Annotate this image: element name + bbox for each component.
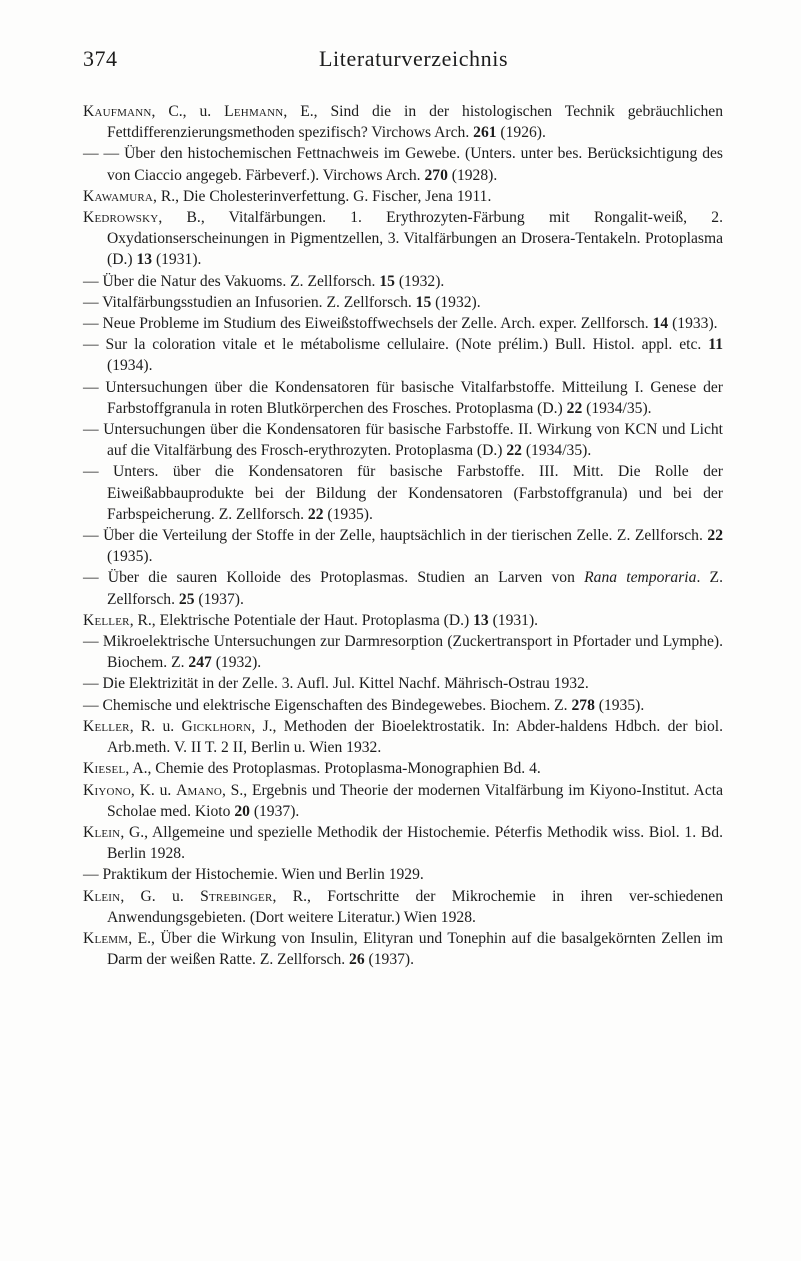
- entry-author: Kaufmann: [83, 103, 152, 120]
- entry-volume: 15: [379, 272, 395, 290]
- bibliography-entry: [83, 631, 723, 673]
- entry-volume: 15: [415, 293, 432, 311]
- bibliography-entry: [83, 377, 723, 419]
- bibliography-entry: [83, 271, 723, 292]
- entry-coauthor: Gicklhorn: [181, 717, 252, 735]
- entry-species-name: Rana temporaria: [584, 569, 697, 587]
- entry-volume: 22: [307, 505, 324, 523]
- entry-text: — Chemische und elektrische Eigenschaften des Bindegewebes. Biochem. Z.: [83, 696, 572, 714]
- bibliography-entry: [83, 207, 723, 271]
- entry-author: Klein: [83, 887, 121, 905]
- entry-text: — Untersuchungen über die Kondensatoren für basische Farbstoffe. II. Wirkung von KCN und Licht auf die Vitalfärbung des Frosch-erythrozyten. Protoplasma (D.): [83, 421, 723, 460]
- bibliography-entry: [83, 143, 723, 185]
- entry-text: — Über die Natur des Vakuoms. Z. Zellforsch.: [83, 272, 380, 290]
- entry-year: (1932).: [394, 272, 445, 290]
- bibliography-entry: [83, 695, 723, 716]
- entry-text: , K. u.: [130, 781, 177, 799]
- entry-text: , S., Ergebnis und Theorie der modernen Vitalfärbung im Kiyono-Institut. Acta Scholae med. Kioto: [107, 781, 723, 820]
- page-number: 374: [83, 46, 118, 71]
- entry-text: — Mikroelektrische Untersuchungen zur Darmresorption (Zuckertransport in Pfortader und Lymphe). Biochem. Z.: [83, 633, 723, 672]
- entry-volume: 25: [178, 590, 195, 608]
- entry-volume: 13: [473, 611, 489, 629]
- bibliography-entry: [83, 461, 723, 525]
- entry-year: (1934/35).: [521, 442, 592, 460]
- page-header: [83, 46, 723, 78]
- entry-text: , G. u.: [120, 887, 201, 905]
- entry-text: . Z. Zellforsch.: [107, 569, 723, 608]
- entry-text: — — Über den histochemischen Fettnachweis im Gewebe. (Unters. unter bes. Berücksichtigung des von Ciaccio angegeb. Färbeverf.). Virchows Arch.: [83, 145, 723, 184]
- entry-text: , C., u.: [151, 103, 225, 120]
- entry-text: , A., Chemie des Protoplasmas. Protoplasma-Monographien Bd. 4.: [125, 760, 541, 778]
- entry-text: — Die Elektrizität in der Zelle. 3. Aufl. Jul. Kittel Nachf. Mährisch-Ostrau 1932.: [83, 675, 589, 693]
- entry-year: (1935).: [107, 548, 153, 566]
- entry-year: (1926).: [496, 124, 546, 142]
- entry-year: (1935).: [323, 505, 373, 523]
- entry-author: Klemm: [83, 929, 129, 947]
- entry-author: Kiyono: [83, 781, 131, 799]
- entry-year: (1935).: [594, 696, 645, 714]
- entry-text: — Untersuchungen über die Kondensatoren für basische Vitalfarbstoffe. Mitteilung I. Genese der Farbstoffgranula in roten Blutkörperchen des Frosches. Protoplasma (D.): [83, 378, 723, 417]
- entry-text: — Neue Probleme im Studium des Eiweißstoffwechsels der Zelle. Arch. exper. Zellforsch.: [83, 315, 653, 333]
- bibliography-entry: [83, 716, 723, 758]
- entry-volume: 261: [473, 124, 497, 142]
- entry-volume: 14: [652, 315, 669, 333]
- entry-text: , B., Vitalfärbungen. 1. Erythrozyten-Färbung mit Rongalit-weiß, 2. Oxydationserscheinungen in Pigmentzellen, 3. Vitalfärbungen an Drosera-Tentakeln. Protoplasma (D.): [107, 209, 723, 269]
- entry-coauthor: Lehmann: [224, 103, 284, 120]
- entry-text: , E., Über die Wirkung von Insulin, Elityran und Tonephin auf die basalgekörnten Zellen im Darm der weißen Ratte. Z. Zellforsch.: [107, 929, 723, 969]
- entry-text: — Praktikum der Histochemie. Wien und Berlin 1929.: [83, 866, 424, 884]
- entry-year: (1932).: [431, 293, 481, 311]
- entry-volume: 22: [707, 527, 723, 545]
- entry-year: (1931).: [152, 251, 202, 269]
- bibliography-entry: [83, 292, 723, 313]
- entry-year: (1937).: [249, 802, 300, 820]
- bibliography-entry: [83, 101, 723, 143]
- entry-year: (1934/35).: [582, 399, 652, 417]
- entry-volume: 26: [349, 951, 365, 969]
- entry-text: , E., Sind die in der histologischen Technik gebräuchlichen Fettdifferenzierungsmethoden spezifisch? Virchows Arch.: [107, 103, 723, 142]
- entry-year: (1933).: [668, 315, 718, 333]
- entry-volume: 13: [136, 251, 153, 269]
- entry-year: (1937).: [364, 951, 415, 969]
- bibliography-entry: [83, 610, 723, 631]
- entry-volume: 22: [506, 442, 522, 460]
- entry-volume: 247: [188, 654, 212, 672]
- entry-text: , G., Allgemeine und spezielle Methodik der Histochemie. Péterfis Methodik wiss. Biol. 1. Bd. Berlin 1928.: [107, 823, 723, 863]
- entry-text: , R., Fortschritte der Mikrochemie in ihren ver-schiedenen Anwendungsgebieten. (Dort weitere Literatur.) Wien 1928.: [107, 887, 724, 926]
- entry-text: — Unters. über die Kondensatoren für basische Farbstoffe. III. Mitt. Die Rolle der Eiweißabbauprodukte bei der Bildung der Kondensatoren (Farbstoffgranula) und bei der Farbspeicherung. Z. Zellforsch.: [83, 463, 723, 523]
- bibliography-entry: [83, 673, 723, 694]
- entry-text: , R. u.: [129, 717, 182, 735]
- bibliography-entry: [83, 419, 723, 461]
- entry-text: — Über die sauren Kolloide des Protoplasmas. Studien an Larven von: [83, 569, 585, 587]
- entry-author: Kiesel: [83, 760, 126, 778]
- entry-year: (1928).: [447, 166, 498, 184]
- entry-volume: 278: [571, 696, 595, 714]
- entry-volume: 270: [424, 166, 448, 184]
- bibliography-entry: [83, 780, 723, 822]
- entry-text: , R., Die Cholesterinverfettung. G. Fischer, Jena 1911.: [153, 187, 492, 205]
- entry-text: , J., Methoden der Bioelektrostatik. In: Abder-haldens Hdbch. der biol. Arb.meth. V. II T. 2 II, Berlin u. Wien 1932.: [107, 717, 723, 757]
- entry-text: — Sur la coloration vitale et le métabolisme cellulaire. (Note prélim.) Bull. Histol. appl. etc.: [83, 336, 709, 354]
- entry-year: (1931).: [488, 611, 539, 629]
- bibliography-entry: [83, 186, 723, 207]
- entry-author: Keller: [83, 717, 130, 735]
- entry-coauthor: Strebinger: [200, 887, 273, 905]
- entry-text: — Vitalfärbungsstudien an Infusorien. Z. Zellforsch.: [83, 293, 416, 311]
- bibliography-entry: [83, 864, 723, 885]
- entry-text: — Über die Verteilung der Stoffe in der Zelle, hauptsächlich in der tierischen Zelle. Z. Zellforsch.: [83, 527, 708, 545]
- entry-volume: 20: [234, 802, 250, 820]
- entry-year: (1934).: [107, 357, 153, 375]
- bibliography-entry: [83, 525, 723, 567]
- entry-coauthor: Amano: [176, 781, 222, 799]
- entry-volume: 22: [566, 399, 583, 417]
- entry-volume: 11: [708, 336, 723, 354]
- entry-year: (1937).: [194, 590, 244, 608]
- bibliography-entry: [83, 313, 723, 334]
- entry-author: Kawamura: [83, 187, 154, 205]
- bibliography-entry: [83, 886, 723, 928]
- bibliography-list: [83, 101, 723, 970]
- entry-author: Keller: [83, 611, 130, 629]
- running-title: Literaturverzeichnis: [319, 46, 509, 71]
- entry-author: Kedrowsky: [83, 209, 159, 227]
- bibliography-entry: [83, 334, 723, 376]
- bibliography-entry: [83, 758, 723, 779]
- entry-year: (1932).: [211, 654, 262, 672]
- bibliography-entry: [83, 567, 723, 609]
- entry-text: , R., Elektrische Potentiale der Haut. Protoplasma (D.): [129, 611, 474, 629]
- entry-author: Klein: [83, 823, 121, 841]
- bibliography-entry: [83, 928, 723, 970]
- bibliography-entry: [83, 822, 723, 864]
